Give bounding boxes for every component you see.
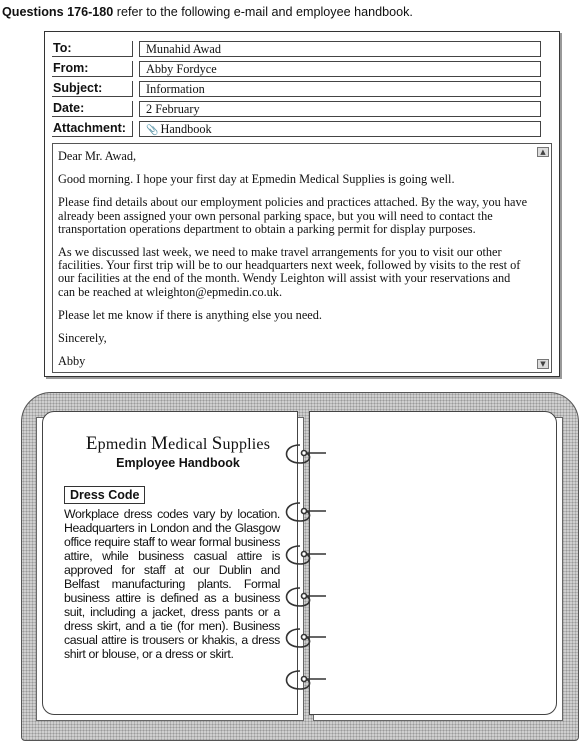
email-greeting: Dear Mr. Awad, <box>58 149 137 163</box>
date-field[interactable]: 2 February <box>139 101 541 117</box>
binder-ring-icon <box>287 629 327 647</box>
attachment-label: Attachment: <box>52 121 133 137</box>
email-window <box>44 31 560 377</box>
email-signature: Abby <box>58 354 86 369</box>
binder-rings <box>278 433 328 723</box>
email-from-row <box>52 61 552 77</box>
attachment-field[interactable] <box>139 121 541 137</box>
paperclip-icon: 📎 <box>146 125 159 136</box>
handbook-company-name: Epmedin Medical Supplies <box>85 433 271 454</box>
date-label: Date: <box>52 101 133 117</box>
email-to-row <box>52 41 552 57</box>
binder-ring-icon <box>287 445 327 463</box>
handbook-binder <box>21 392 579 741</box>
email-date-row <box>52 101 552 117</box>
from-field[interactable]: Abby Fordyce <box>139 61 541 77</box>
email-paragraph-4: Please let me know if there is anything else you need. <box>58 307 322 322</box>
section-body: Workplace dress codes vary by location. Headquarters in London and the Glasgow office require staff to wear formal business attire, while business casual attire is approved for staff at our Dublin and Belfast manufacturing plants. Formal business attire is defined as a business suit, including a jacket, dress pants or a dress skirt, and a tie (for men). Business casual attire is trousers or khakis, a dress shirt or blouse, or a dress or skirt. <box>64 507 280 661</box>
binder-ring-icon <box>287 588 327 606</box>
to-field[interactable]: Munahid Awad <box>139 41 541 57</box>
email-attachment-row <box>52 121 552 137</box>
email-paragraph-2: Please find details about our employment policies and practices attached. By the way, you have already been assigned your own personal parking space, but you will need to contact the transportation operations department to obtain a parking permit for display purposes. <box>58 195 528 236</box>
section-heading: Dress Code <box>64 486 145 504</box>
handbook-subtitle: Employee Handbook <box>116 456 240 470</box>
email-subject-row <box>52 81 552 97</box>
binder-ring-icon <box>287 546 327 564</box>
from-label: From: <box>52 61 133 77</box>
binder-ring-icon <box>287 503 327 521</box>
email-paragraph-1: Good morning. I hope your first day at Epmedin Medical Supplies is going well. <box>58 172 455 187</box>
question-intro: refer to the following e-mail and employee handbook. <box>116 5 413 19</box>
scroll-down-arrow-icon[interactable]: ▼ <box>537 359 549 369</box>
question-number: Questions 176-180 <box>2 5 114 19</box>
handbook-right-page <box>309 411 557 715</box>
email-closing: Sincerely, <box>58 331 107 346</box>
question-header <box>2 5 577 19</box>
subject-field[interactable]: Information <box>139 81 541 97</box>
attachment-name: Handbook <box>160 122 212 136</box>
email-body[interactable] <box>52 143 552 373</box>
email-paragraph-3: As we discussed last week, we need to make travel arrangements for you to visit our other facilities. Your first trip will be to our headquarters next week, followed by visits to the rest of our facilities at the end of the month. Wendy Leighton will assist with your reservations and can be reached at wleighton@epmedin.co.uk. <box>58 245 521 299</box>
subject-label: Subject: <box>52 81 133 97</box>
to-label: To: <box>52 41 133 57</box>
scroll-up-arrow-icon[interactable]: ▲ <box>537 147 549 157</box>
binder-ring-icon <box>287 671 327 689</box>
